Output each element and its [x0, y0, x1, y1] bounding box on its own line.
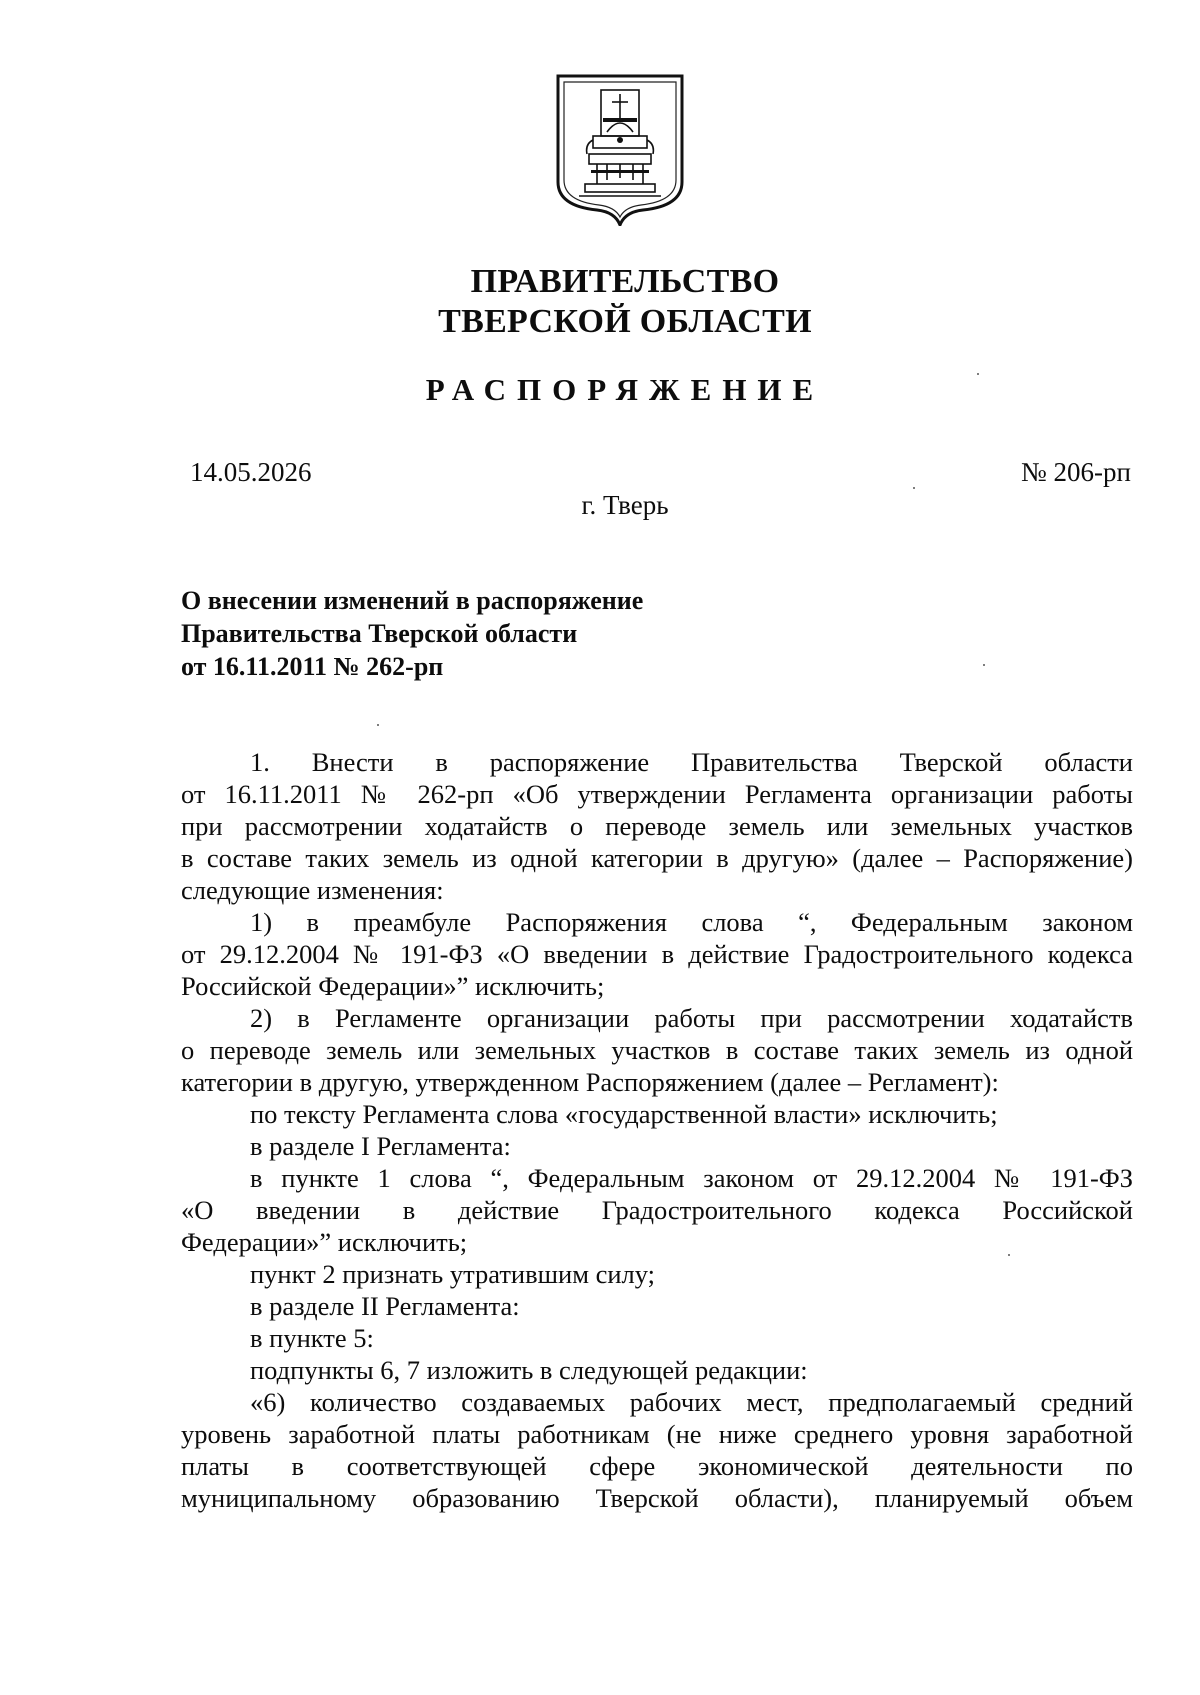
body-line: «6) количество создаваемых рабочих мест, предполагаемый средний — [250, 1387, 1133, 1417]
body-line: следующие изменения: — [181, 875, 444, 905]
body-line: в разделе II Регламента: — [250, 1291, 520, 1321]
subject-line2: Правительства Тверской области — [181, 619, 578, 648]
body-line: о переводе земель или земельных участков в составе таких земель из одной — [181, 1035, 1133, 1065]
body-line: пункт 2 признать утратившим силу; — [250, 1259, 656, 1289]
scan-speck — [377, 724, 379, 726]
body-line: «О введении в действие Градостроительного кодекса Российской — [181, 1195, 1133, 1225]
body-line: муниципальному образованию Тверской области), планируемый объем — [181, 1483, 1133, 1513]
body-line: Российской Федерации»” исключить; — [181, 971, 605, 1001]
scan-speck — [977, 373, 979, 375]
coat-of-arms-icon — [555, 74, 685, 226]
body-line: в составе таких земель из одной категории в другую» (далее – Распоряжение) — [181, 843, 1133, 873]
subject-line1: О внесении изменений в распоряжение — [181, 586, 644, 615]
subject-line3: от 16.11.2011 № 262-рп — [181, 652, 444, 681]
document-date: 14.05.2026 — [190, 457, 312, 487]
body-line: в пункте 5: — [250, 1323, 374, 1353]
body-line: в пункте 1 слова “, Федеральным законом от 29.12.2004 № 191-ФЗ — [250, 1163, 1133, 1193]
document-type-title: РАСПОРЯЖЕНИЕ — [425, 372, 825, 407]
body-line: при рассмотрении ходатайств о переводе земель или земельных участков — [181, 811, 1133, 841]
scan-speck — [1008, 1254, 1010, 1256]
body-line: категории в другую, утвержденном Распоряжением (далее – Регламент): — [181, 1067, 999, 1097]
body-line: 1) в преамбуле Распоряжения слова “, Федеральным законом — [250, 907, 1133, 937]
scan-speck — [913, 487, 915, 489]
scan-speck — [983, 664, 985, 666]
body-line: от 29.12.2004 № 191-ФЗ «О введении в действие Градостроительного кодекса — [181, 939, 1133, 969]
org-name-line1: ПРАВИТЕЛЬСТВО — [470, 263, 780, 300]
body-line: по тексту Регламента слова «государственной власти» исключить; — [250, 1099, 998, 1129]
document-city: г. Тверь — [581, 490, 669, 520]
body-line: от 16.11.2011 № 262-рп «Об утверждении Регламента организации работы — [181, 779, 1133, 809]
body-line: Федерации»” исключить; — [181, 1227, 468, 1257]
body-line: 2) в Регламенте организации работы при рассмотрении ходатайств — [250, 1003, 1133, 1033]
document-number: № 206-рп — [1021, 457, 1131, 487]
body-line: 1. Внести в распоряжение Правительства Тверской области — [250, 747, 1133, 777]
body-line: платы в соответствующей сфере экономической деятельности по — [181, 1451, 1133, 1481]
body-line: в разделе I Регламента: — [250, 1131, 511, 1161]
body-line: уровень заработной платы работникам (не ниже среднего уровня заработной — [181, 1419, 1133, 1449]
body-line: подпункты 6, 7 изложить в следующей редакции: — [250, 1355, 808, 1385]
org-name-line2: ТВЕРСКОЙ ОБЛАСТИ — [438, 303, 812, 340]
